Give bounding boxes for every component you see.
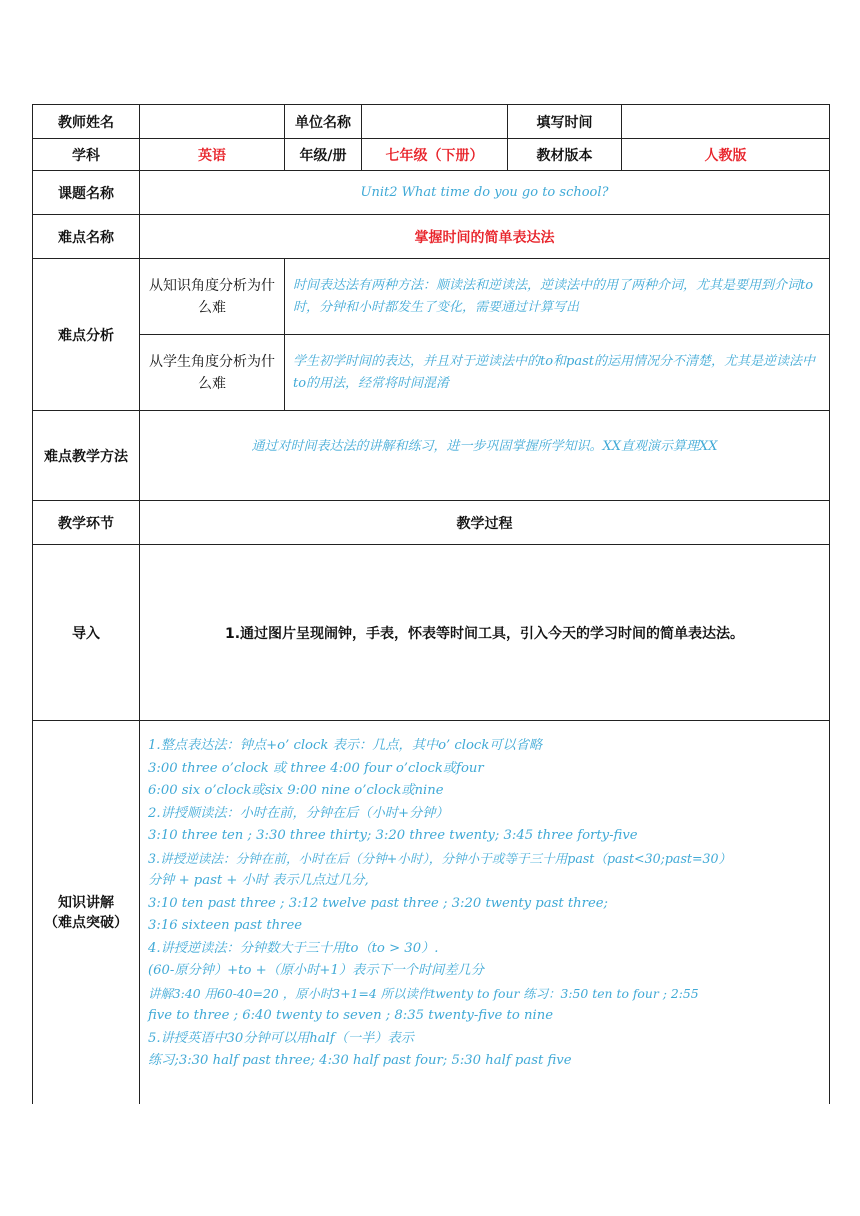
analysis-row-knowledge bbox=[33, 259, 830, 335]
date-label: 填写时间 bbox=[508, 105, 622, 139]
process-header-row bbox=[33, 501, 830, 545]
knowledge-row bbox=[33, 721, 830, 1104]
knowledge-line: 3.讲授逆读法：分钟在前，小时在后（分钟+小时），分钟小于或等于三十用past（past<30;past=30） bbox=[148, 850, 732, 866]
method-row bbox=[33, 411, 830, 501]
unit-label: 单位名称 bbox=[285, 105, 362, 139]
analysis-label: 难点分析 bbox=[33, 259, 140, 411]
knowledge-line: 1.整点表达法：钟点+o’ clock 表示：几点，其中o’ clock可以省略 bbox=[148, 738, 543, 753]
student-angle-text: 学生初学时间的表达，并且对于逆读法中的to和past的运用情况分不清楚，尤其是逆读法中to的用法，经常将时间混淆 bbox=[285, 335, 830, 411]
analysis-row-student bbox=[33, 335, 830, 411]
lesson-plan-sheet bbox=[32, 104, 829, 1104]
knowledge-line: five to three ; 6:40 twenty to seven ; 8:35 twenty-five to nine bbox=[148, 1008, 553, 1023]
difficulty-label: 难点名称 bbox=[33, 215, 140, 259]
header-row-2 bbox=[33, 139, 830, 171]
teacher-label: 教师姓名 bbox=[33, 105, 140, 139]
knowledge-angle-label: 从知识角度分析为什么难 bbox=[140, 259, 285, 335]
knowledge-line: 3:10 three ten ; 3:30 three thirty; 3:20 three twenty; 3:45 three forty-five bbox=[148, 828, 638, 843]
topic-row bbox=[33, 171, 830, 215]
knowledge-line: 3:10 ten past three ; 3:12 twelve past three ; 3:20 twenty past three; bbox=[148, 895, 608, 911]
knowledge-line: 讲解3:40 用60-40=20 ，原小时3+1=4 所以读作twenty to four 练习：3:50 ten to four ; 2:55 bbox=[148, 985, 699, 1001]
intro-label: 导入 bbox=[33, 545, 140, 721]
grade-label: 年级/册 bbox=[285, 139, 362, 171]
method-text: 通过对时间表达法的讲解和练习，进一步巩固掌握所学知识。XX直观演示算理XX bbox=[140, 411, 830, 501]
process-header: 教学过程 bbox=[140, 501, 830, 545]
stage-header: 教学环节 bbox=[33, 501, 140, 545]
knowledge-label-line2: （难点突破） bbox=[44, 915, 128, 932]
knowledge-line: 2.讲授顺读法：小时在前，分钟在后（小时+分钟） bbox=[148, 805, 449, 821]
knowledge-label-line1: 知识讲解 bbox=[58, 895, 114, 912]
header-row-1 bbox=[33, 105, 830, 139]
difficulty-row bbox=[33, 215, 830, 259]
knowledge-content bbox=[140, 721, 830, 1104]
knowledge-label bbox=[33, 721, 140, 1104]
knowledge-line: 3:00 three o’clock 或 three 4:00 four o’clock或four bbox=[148, 760, 484, 776]
knowledge-line: 5.讲授英语中30分钟可以用half（一半）表示 bbox=[148, 1030, 414, 1046]
teacher-value bbox=[140, 105, 285, 139]
knowledge-line: 4.讲授逆读法：分钟数大于三十用to（to > 30）. bbox=[148, 940, 439, 956]
knowledge-line: (60-原分钟）+to +（原小时+1）表示下一个时间差几分 bbox=[148, 963, 484, 978]
unit-value bbox=[362, 105, 508, 139]
knowledge-line: 6:00 six o’clock或six 9:00 nine o’clock或nine bbox=[148, 783, 444, 798]
subject-label: 学科 bbox=[33, 139, 140, 171]
subject-value: 英语 bbox=[140, 139, 285, 171]
edition-label: 教材版本 bbox=[508, 139, 622, 171]
knowledge-line: 练习;3:30 half past three; 4:30 half past four; 5:30 half past five bbox=[148, 1053, 572, 1068]
date-value bbox=[622, 105, 830, 139]
topic-value: Unit2 What time do you go to school? bbox=[140, 171, 830, 215]
grade-value: 七年级（下册） bbox=[362, 139, 508, 171]
knowledge-line: 分钟 + past + 小时 表示几点过几分, bbox=[148, 873, 369, 888]
student-angle-label: 从学生角度分析为什么难 bbox=[140, 335, 285, 411]
topic-label: 课题名称 bbox=[33, 171, 140, 215]
lesson-plan-table bbox=[32, 104, 830, 1104]
knowledge-line: 3:16 sixteen past three bbox=[148, 918, 303, 933]
method-label: 难点教学方法 bbox=[33, 411, 140, 501]
intro-text: 1.通过图片呈现闹钟，手表，怀表等时间工具，引入今天的学习时间的简单表达法。 bbox=[140, 545, 830, 721]
difficulty-value: 掌握时间的简单表达法 bbox=[140, 215, 830, 259]
intro-row bbox=[33, 545, 830, 721]
edition-value: 人教版 bbox=[622, 139, 830, 171]
knowledge-angle-text: 时间表达法有两种方法：顺读法和逆读法，逆读法中的用了两种介词，尤其是要用到介词to时，分钟和小时都发生了变化，需要通过计算写出 bbox=[285, 259, 830, 335]
